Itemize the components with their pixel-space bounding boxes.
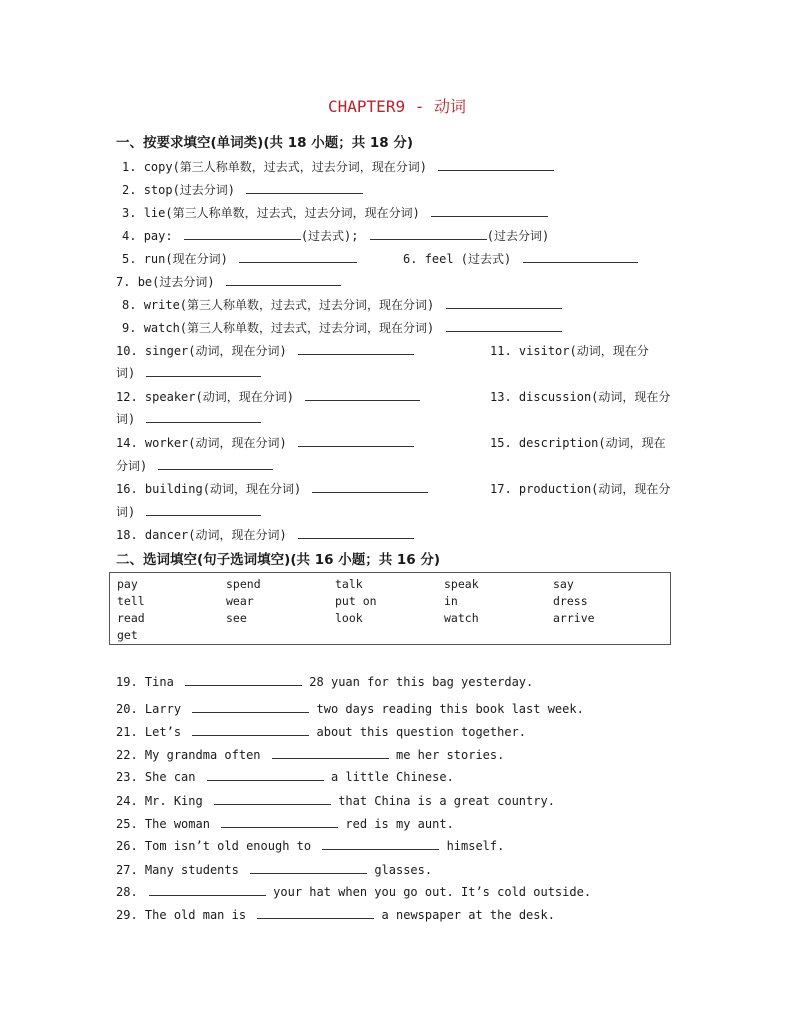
word-bank-item: arrive — [553, 611, 595, 625]
question-6 — [403, 250, 638, 267]
question-text: watch(第三人称单数，过去式，过去分词，现在分词) — [143, 321, 435, 335]
answer-blank[interactable] — [185, 674, 302, 686]
question-7 — [116, 273, 341, 290]
answer-blank[interactable] — [192, 701, 309, 713]
question-text: run(现在分词) — [143, 252, 228, 266]
word-bank-item: spend — [226, 577, 261, 591]
section-heading-2: 二、选词填空(句子选词填空)(共 16 小题；共 16 分) — [116, 552, 441, 568]
question-14 — [116, 434, 414, 451]
sentence-start: Tina — [144, 675, 174, 689]
sentence-end: a little Chinese. — [330, 770, 454, 784]
question-28 — [116, 884, 591, 899]
question-17-continued — [116, 503, 261, 520]
question-number: 6. — [403, 252, 418, 266]
question-text: (过去分词) — [486, 229, 550, 243]
question-text: description(动词，现在 — [518, 436, 666, 450]
sentence-start: The woman — [144, 817, 210, 831]
answer-blank[interactable] — [446, 297, 562, 309]
sentence-start: The old man is — [144, 908, 247, 922]
question-text: (过去式); — [300, 229, 359, 243]
question-26 — [116, 838, 504, 853]
word-bank-item: put on — [335, 594, 377, 608]
sentence-end: himself. — [446, 839, 505, 853]
question-text: feel (过去式) — [424, 252, 512, 266]
question-number: 17. — [490, 482, 512, 496]
answer-blank[interactable] — [239, 251, 357, 263]
word-bank-item: see — [226, 611, 247, 625]
question-number: 22. — [116, 748, 138, 762]
answer-blank[interactable] — [184, 228, 301, 240]
sentence-start: Tom isn’t old enough to — [144, 839, 312, 853]
answer-blank[interactable] — [305, 389, 420, 401]
sentence-end: your hat when you go out. It’s cold outside. — [273, 885, 592, 899]
question-number: 18. — [116, 528, 138, 542]
question-number: 16. — [116, 482, 138, 496]
question-13 — [490, 388, 670, 405]
question-number: 29. — [116, 908, 138, 922]
sentence-start: Mr. King — [144, 794, 203, 808]
question-number: 3. — [122, 206, 137, 220]
question-18 — [116, 526, 414, 543]
answer-blank[interactable] — [246, 182, 363, 194]
question-11-continued — [116, 364, 261, 381]
question-25 — [116, 816, 454, 831]
answer-blank[interactable] — [298, 527, 414, 539]
question-2 — [122, 181, 363, 198]
question-number: 10. — [116, 344, 138, 358]
question-3 — [122, 204, 548, 221]
question-number: 5. — [122, 252, 137, 266]
question-number: 19. — [116, 675, 138, 689]
question-text: dancer(动词，现在分词) — [144, 528, 287, 542]
question-15-continued — [116, 457, 273, 474]
question-number: 9. — [122, 321, 137, 335]
question-number: 7. — [116, 275, 131, 289]
sentence-end: red is my aunt. — [345, 817, 454, 831]
sentence-end: glasses. — [374, 863, 433, 877]
question-number: 12. — [116, 390, 138, 404]
answer-blank[interactable] — [192, 724, 309, 736]
word-bank-item: wear — [226, 594, 254, 608]
question-29 — [116, 907, 555, 922]
question-text: discussion(动词，现在分 — [518, 390, 671, 404]
word-bank-item: speak — [444, 577, 479, 591]
question-text: 词) — [116, 366, 136, 380]
sentence-end: a newspaper at the desk. — [381, 908, 555, 922]
question-text: visitor(动词，现在分 — [518, 344, 649, 358]
question-1 — [122, 158, 554, 175]
question-number: 8. — [122, 298, 137, 312]
sentence-end: me her stories. — [395, 748, 505, 762]
question-text: 词) — [116, 505, 136, 519]
question-text: building(动词，现在分词) — [144, 482, 302, 496]
question-text: copy(第三人称单数，过去式，过去分词，现在分词) — [143, 160, 428, 174]
question-5 — [122, 250, 357, 267]
question-number: 14. — [116, 436, 138, 450]
question-number: 28. — [116, 885, 138, 899]
answer-blank[interactable] — [298, 435, 414, 447]
question-text: stop(过去分词) — [143, 183, 236, 197]
answer-blank[interactable] — [446, 320, 562, 332]
question-17 — [490, 480, 670, 497]
question-20 — [116, 701, 584, 716]
question-13-continued — [116, 410, 261, 427]
answer-blank[interactable] — [431, 205, 548, 217]
word-bank-item: in — [444, 594, 458, 608]
word-bank-item: talk — [335, 577, 363, 591]
word-bank-item: watch — [444, 611, 479, 625]
sentence-end: two days reading this book last week. — [316, 702, 584, 716]
question-16 — [116, 480, 428, 497]
sentence-start: She can — [144, 770, 196, 784]
question-text: lie(第三人称单数，过去式，过去分词，现在分词) — [143, 206, 420, 220]
answer-blank[interactable] — [250, 862, 367, 874]
sentence-start: Many students — [144, 863, 239, 877]
question-text: speaker(动词，现在分词) — [144, 390, 294, 404]
question-number: 2. — [122, 183, 137, 197]
question-number: 1. — [122, 160, 137, 174]
question-text: production(动词，现在分 — [518, 482, 671, 496]
question-text: 词) — [116, 412, 136, 426]
page-title: CHAPTER9 - 动词 — [328, 97, 466, 116]
answer-blank[interactable] — [226, 274, 341, 286]
sentence-end: 28 yuan for this bag yesterday. — [309, 675, 534, 689]
question-22 — [116, 747, 504, 762]
word-bank-item: look — [335, 611, 363, 625]
word-bank-item: tell — [117, 594, 145, 608]
question-23 — [116, 769, 454, 784]
word-bank — [109, 572, 671, 645]
question-text: 分词) — [116, 459, 148, 473]
question-text: be(过去分词) — [137, 275, 215, 289]
question-number: 13. — [490, 390, 512, 404]
answer-blank[interactable] — [438, 159, 554, 171]
word-bank-item: get — [117, 628, 138, 642]
sentence-end: that China is a great country. — [338, 794, 555, 808]
word-bank-item: read — [117, 611, 145, 625]
answer-blank[interactable] — [312, 481, 428, 493]
question-number: 21. — [116, 725, 138, 739]
answer-blank[interactable] — [257, 907, 374, 919]
section-heading-1: 一、按要求填空(单词类)(共 18 小题；共 18 分) — [116, 135, 414, 151]
question-24 — [116, 793, 555, 808]
answer-blank[interactable] — [146, 411, 261, 423]
question-21 — [116, 724, 526, 739]
word-bank-item: say — [553, 577, 574, 591]
sentence-end: about this question together. — [316, 725, 527, 739]
question-number: 26. — [116, 839, 138, 853]
question-number: 23. — [116, 770, 138, 784]
sentence-start: Larry — [144, 702, 182, 716]
question-8 — [122, 296, 562, 313]
question-12 — [116, 388, 420, 405]
word-bank-item: pay — [117, 577, 138, 591]
answer-blank[interactable] — [158, 458, 273, 470]
question-number: 11. — [490, 344, 512, 358]
question-text: pay: — [143, 229, 173, 243]
question-number: 20. — [116, 702, 138, 716]
answer-blank[interactable] — [146, 504, 261, 516]
sentence-start: My grandma often — [144, 748, 261, 762]
answer-blank[interactable] — [214, 793, 331, 805]
sentence-start: Let’s — [144, 725, 182, 739]
answer-blank[interactable] — [207, 769, 324, 781]
word-bank-item: dress — [553, 594, 588, 608]
question-10 — [116, 342, 414, 359]
question-text: singer(动词，现在分词) — [144, 344, 287, 358]
answer-blank[interactable] — [272, 747, 389, 759]
question-text: worker(动词，现在分词) — [144, 436, 287, 450]
answer-blank[interactable] — [298, 343, 414, 355]
question-text: write(第三人称单数，过去式，过去分词，现在分词) — [143, 298, 435, 312]
question-number: 24. — [116, 794, 138, 808]
question-number: 27. — [116, 863, 138, 877]
question-number: 25. — [116, 817, 138, 831]
question-27 — [116, 862, 432, 877]
question-number: 4. — [122, 229, 137, 243]
answer-blank[interactable] — [146, 365, 261, 377]
answer-blank[interactable] — [523, 251, 638, 263]
question-9 — [122, 319, 562, 336]
answer-blank[interactable] — [370, 228, 487, 240]
question-number: 15. — [490, 436, 512, 450]
question-11 — [490, 342, 649, 359]
answer-blank[interactable] — [221, 816, 338, 828]
question-15 — [490, 434, 666, 451]
question-4 — [122, 227, 549, 244]
answer-blank[interactable] — [149, 884, 266, 896]
answer-blank[interactable] — [322, 838, 439, 850]
question-19 — [116, 674, 533, 689]
